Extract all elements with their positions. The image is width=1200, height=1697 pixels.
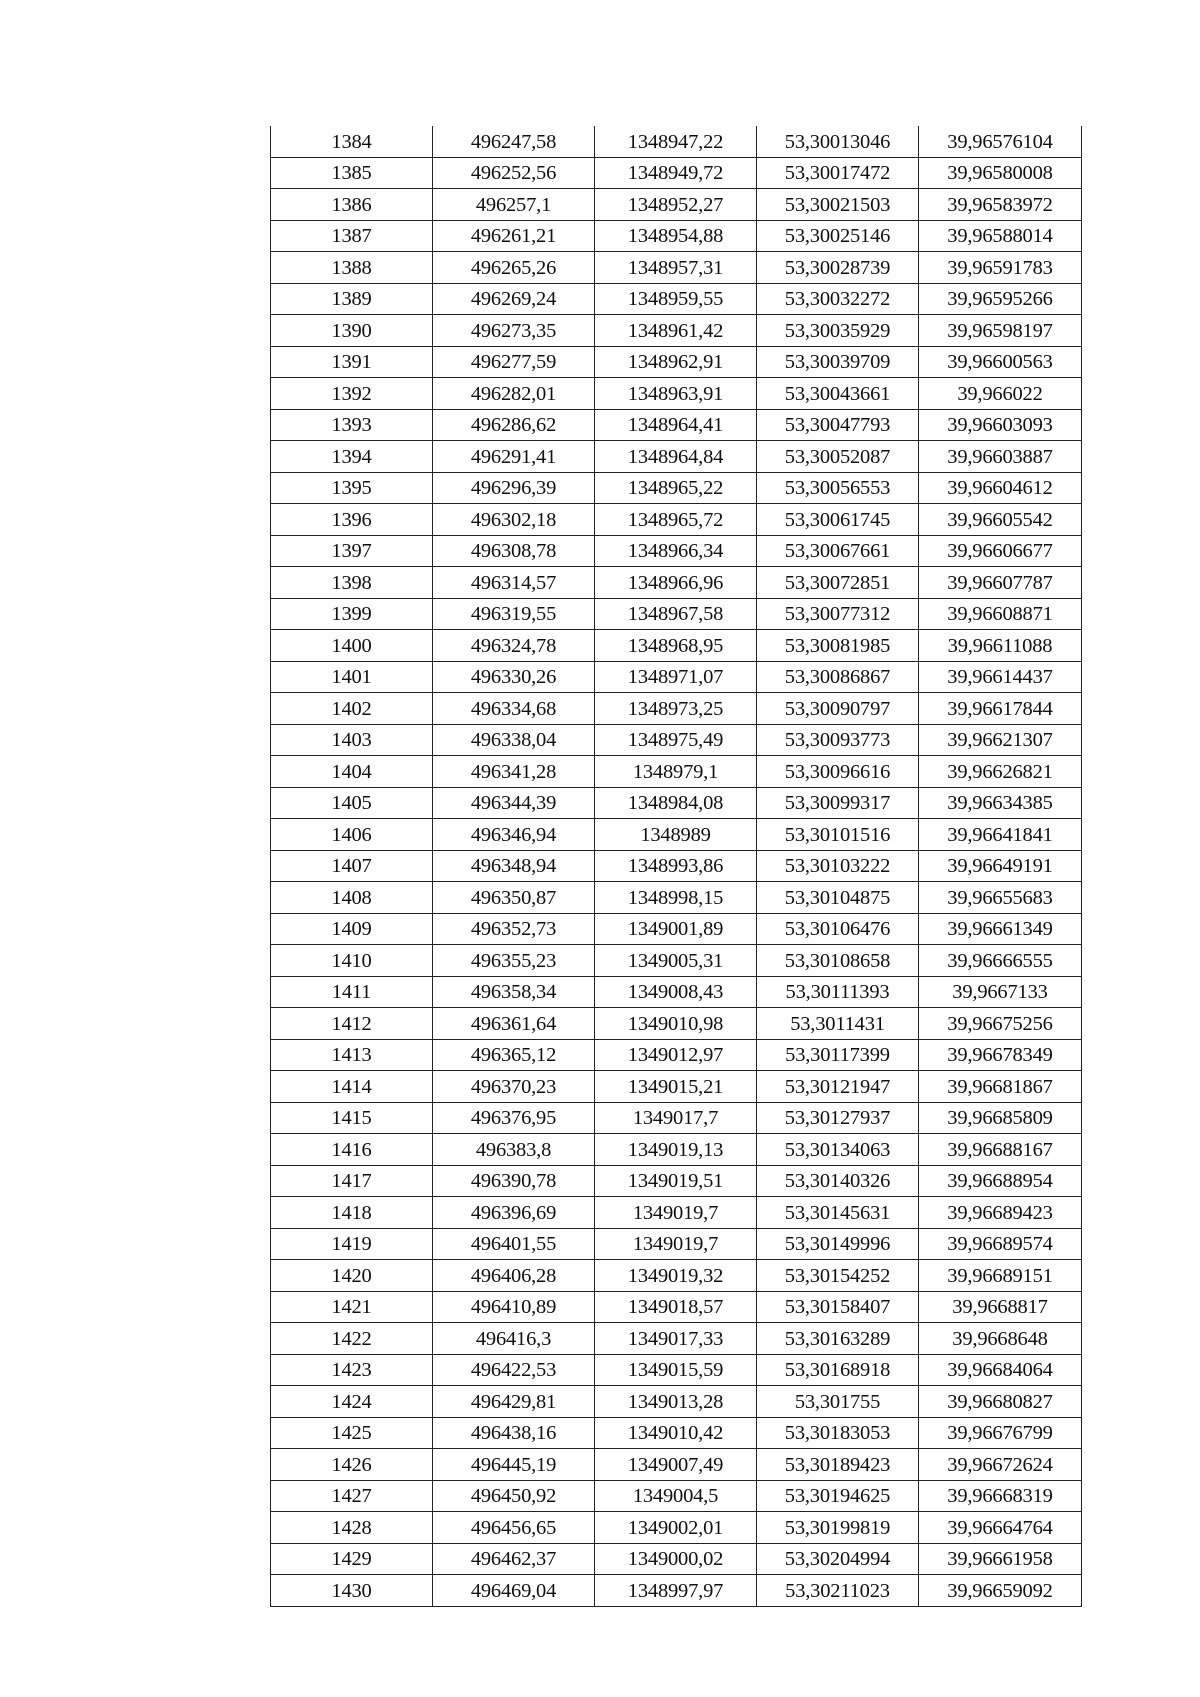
longitude-cell: 39,96675256 [919, 1008, 1082, 1040]
latitude-cell: 53,30108658 [757, 945, 919, 977]
table-row [271, 126, 1082, 157]
point-number-cell: 1386 [271, 189, 433, 221]
latitude-cell: 53,30028739 [757, 252, 919, 284]
y-coordinate-cell: 1348997,97 [595, 1575, 757, 1607]
y-coordinate-cell: 1348979,1 [595, 756, 757, 788]
longitude-cell: 39,96655683 [919, 882, 1082, 914]
point-number-cell: 1423 [271, 1354, 433, 1386]
y-coordinate-cell: 1349018,57 [595, 1291, 757, 1323]
table-row [271, 850, 1082, 882]
y-coordinate-cell: 1349019,7 [595, 1197, 757, 1229]
latitude-cell: 53,3011431 [757, 1008, 919, 1040]
latitude-cell: 53,30140326 [757, 1165, 919, 1197]
y-coordinate-cell: 1349015,21 [595, 1071, 757, 1103]
point-number-cell: 1426 [271, 1449, 433, 1481]
longitude-cell: 39,96611088 [919, 630, 1082, 662]
y-coordinate-cell: 1349008,43 [595, 976, 757, 1008]
table-row [271, 1039, 1082, 1071]
longitude-cell: 39,96595266 [919, 283, 1082, 315]
latitude-cell: 53,30056553 [757, 472, 919, 504]
latitude-cell: 53,30052087 [757, 441, 919, 473]
y-coordinate-cell: 1349017,33 [595, 1323, 757, 1355]
table-row [271, 1008, 1082, 1040]
table-row [271, 1165, 1082, 1197]
x-coordinate-cell: 496456,65 [433, 1512, 595, 1544]
y-coordinate-cell: 1348968,95 [595, 630, 757, 662]
x-coordinate-cell: 496348,94 [433, 850, 595, 882]
longitude-cell: 39,96634385 [919, 787, 1082, 819]
x-coordinate-cell: 496469,04 [433, 1575, 595, 1607]
longitude-cell: 39,96685809 [919, 1102, 1082, 1134]
table-row [271, 976, 1082, 1008]
longitude-cell: 39,96591783 [919, 252, 1082, 284]
point-number-cell: 1414 [271, 1071, 433, 1103]
table-row [271, 472, 1082, 504]
table-row [271, 1543, 1082, 1575]
latitude-cell: 53,30081985 [757, 630, 919, 662]
point-number-cell: 1390 [271, 315, 433, 347]
x-coordinate-cell: 496341,28 [433, 756, 595, 788]
longitude-cell: 39,96614437 [919, 661, 1082, 693]
longitude-cell: 39,96681867 [919, 1071, 1082, 1103]
latitude-cell: 53,30093773 [757, 724, 919, 756]
point-number-cell: 1397 [271, 535, 433, 567]
table-row [271, 378, 1082, 410]
y-coordinate-cell: 1349010,42 [595, 1417, 757, 1449]
latitude-cell: 53,30121947 [757, 1071, 919, 1103]
y-coordinate-cell: 1348949,72 [595, 157, 757, 189]
table-row [271, 567, 1082, 599]
y-coordinate-cell: 1348965,22 [595, 472, 757, 504]
y-coordinate-cell: 1348966,34 [595, 535, 757, 567]
x-coordinate-cell: 496338,04 [433, 724, 595, 756]
y-coordinate-cell: 1348993,86 [595, 850, 757, 882]
latitude-cell: 53,30096616 [757, 756, 919, 788]
longitude-cell: 39,96661958 [919, 1543, 1082, 1575]
x-coordinate-cell: 496422,53 [433, 1354, 595, 1386]
longitude-cell: 39,96600563 [919, 346, 1082, 378]
x-coordinate-cell: 496261,21 [433, 220, 595, 252]
longitude-cell: 39,96608871 [919, 598, 1082, 630]
point-number-cell: 1416 [271, 1134, 433, 1166]
latitude-cell: 53,30189423 [757, 1449, 919, 1481]
coordinates-table-body [271, 126, 1082, 1606]
x-coordinate-cell: 496370,23 [433, 1071, 595, 1103]
point-number-cell: 1396 [271, 504, 433, 536]
longitude-cell: 39,96668319 [919, 1480, 1082, 1512]
x-coordinate-cell: 496319,55 [433, 598, 595, 630]
longitude-cell: 39,96603887 [919, 441, 1082, 473]
y-coordinate-cell: 1349019,13 [595, 1134, 757, 1166]
longitude-cell: 39,96661349 [919, 913, 1082, 945]
table-row [271, 1102, 1082, 1134]
table-row [271, 1291, 1082, 1323]
table-row [271, 661, 1082, 693]
table-row [271, 598, 1082, 630]
x-coordinate-cell: 496247,58 [433, 126, 595, 157]
point-number-cell: 1411 [271, 976, 433, 1008]
x-coordinate-cell: 496308,78 [433, 535, 595, 567]
y-coordinate-cell: 1349013,28 [595, 1386, 757, 1418]
table-row [271, 1323, 1082, 1355]
latitude-cell: 53,30101516 [757, 819, 919, 851]
longitude-cell: 39,96598197 [919, 315, 1082, 347]
x-coordinate-cell: 496406,28 [433, 1260, 595, 1292]
y-coordinate-cell: 1348964,84 [595, 441, 757, 473]
table-row [271, 1480, 1082, 1512]
latitude-cell: 53,30039709 [757, 346, 919, 378]
x-coordinate-cell: 496358,34 [433, 976, 595, 1008]
table-row [271, 504, 1082, 536]
table-row [271, 157, 1082, 189]
x-coordinate-cell: 496410,89 [433, 1291, 595, 1323]
latitude-cell: 53,30154252 [757, 1260, 919, 1292]
table-row [271, 315, 1082, 347]
y-coordinate-cell: 1349000,02 [595, 1543, 757, 1575]
point-number-cell: 1418 [271, 1197, 433, 1229]
x-coordinate-cell: 496462,37 [433, 1543, 595, 1575]
latitude-cell: 53,30090797 [757, 693, 919, 725]
latitude-cell: 53,30104875 [757, 882, 919, 914]
y-coordinate-cell: 1349004,5 [595, 1480, 757, 1512]
latitude-cell: 53,30047793 [757, 409, 919, 441]
x-coordinate-cell: 496273,35 [433, 315, 595, 347]
latitude-cell: 53,30106476 [757, 913, 919, 945]
table-row [271, 1354, 1082, 1386]
table-row [271, 1197, 1082, 1229]
point-number-cell: 1389 [271, 283, 433, 315]
y-coordinate-cell: 1348964,41 [595, 409, 757, 441]
point-number-cell: 1420 [271, 1260, 433, 1292]
x-coordinate-cell: 496350,87 [433, 882, 595, 914]
latitude-cell: 53,30117399 [757, 1039, 919, 1071]
y-coordinate-cell: 1348947,22 [595, 126, 757, 157]
latitude-cell: 53,30163289 [757, 1323, 919, 1355]
y-coordinate-cell: 1348957,31 [595, 252, 757, 284]
x-coordinate-cell: 496314,57 [433, 567, 595, 599]
y-coordinate-cell: 1349001,89 [595, 913, 757, 945]
y-coordinate-cell: 1348975,49 [595, 724, 757, 756]
latitude-cell: 53,30183053 [757, 1417, 919, 1449]
point-number-cell: 1406 [271, 819, 433, 851]
longitude-cell: 39,96617844 [919, 693, 1082, 725]
longitude-cell: 39,96666555 [919, 945, 1082, 977]
longitude-cell: 39,96649191 [919, 850, 1082, 882]
table-row [271, 220, 1082, 252]
point-number-cell: 1417 [271, 1165, 433, 1197]
table-row [271, 913, 1082, 945]
latitude-cell: 53,30025146 [757, 220, 919, 252]
table-row [271, 252, 1082, 284]
table-row [271, 945, 1082, 977]
x-coordinate-cell: 496438,16 [433, 1417, 595, 1449]
point-number-cell: 1419 [271, 1228, 433, 1260]
x-coordinate-cell: 496286,62 [433, 409, 595, 441]
x-coordinate-cell: 496416,3 [433, 1323, 595, 1355]
point-number-cell: 1388 [271, 252, 433, 284]
table-row [271, 787, 1082, 819]
point-number-cell: 1391 [271, 346, 433, 378]
x-coordinate-cell: 496282,01 [433, 378, 595, 410]
point-number-cell: 1395 [271, 472, 433, 504]
y-coordinate-cell: 1348961,42 [595, 315, 757, 347]
latitude-cell: 53,30099317 [757, 787, 919, 819]
y-coordinate-cell: 1349007,49 [595, 1449, 757, 1481]
longitude-cell: 39,96605542 [919, 504, 1082, 536]
point-number-cell: 1424 [271, 1386, 433, 1418]
x-coordinate-cell: 496361,64 [433, 1008, 595, 1040]
point-number-cell: 1393 [271, 409, 433, 441]
point-number-cell: 1403 [271, 724, 433, 756]
table-row [271, 189, 1082, 221]
point-number-cell: 1387 [271, 220, 433, 252]
latitude-cell: 53,30072851 [757, 567, 919, 599]
latitude-cell: 53,30077312 [757, 598, 919, 630]
y-coordinate-cell: 1349005,31 [595, 945, 757, 977]
longitude-cell: 39,96680827 [919, 1386, 1082, 1418]
y-coordinate-cell: 1349015,59 [595, 1354, 757, 1386]
latitude-cell: 53,30013046 [757, 126, 919, 157]
x-coordinate-cell: 496365,12 [433, 1039, 595, 1071]
latitude-cell: 53,30043661 [757, 378, 919, 410]
x-coordinate-cell: 496445,19 [433, 1449, 595, 1481]
point-number-cell: 1401 [271, 661, 433, 693]
longitude-cell: 39,96604612 [919, 472, 1082, 504]
y-coordinate-cell: 1348965,72 [595, 504, 757, 536]
table-row [271, 756, 1082, 788]
point-number-cell: 1405 [271, 787, 433, 819]
latitude-cell: 53,30103222 [757, 850, 919, 882]
point-number-cell: 1415 [271, 1102, 433, 1134]
y-coordinate-cell: 1349019,32 [595, 1260, 757, 1292]
point-number-cell: 1394 [271, 441, 433, 473]
y-coordinate-cell: 1348966,96 [595, 567, 757, 599]
point-number-cell: 1421 [271, 1291, 433, 1323]
y-coordinate-cell: 1348973,25 [595, 693, 757, 725]
longitude-cell: 39,96688954 [919, 1165, 1082, 1197]
table-row [271, 1575, 1082, 1607]
table-row [271, 409, 1082, 441]
table-row [271, 346, 1082, 378]
x-coordinate-cell: 496376,95 [433, 1102, 595, 1134]
longitude-cell: 39,96678349 [919, 1039, 1082, 1071]
longitude-cell: 39,96689151 [919, 1260, 1082, 1292]
x-coordinate-cell: 496269,24 [433, 283, 595, 315]
point-number-cell: 1399 [271, 598, 433, 630]
x-coordinate-cell: 496355,23 [433, 945, 595, 977]
latitude-cell: 53,30199819 [757, 1512, 919, 1544]
y-coordinate-cell: 1349019,51 [595, 1165, 757, 1197]
longitude-cell: 39,96588014 [919, 220, 1082, 252]
latitude-cell: 53,30168918 [757, 1354, 919, 1386]
coordinates-table [270, 126, 1082, 1607]
table-row [271, 1134, 1082, 1166]
y-coordinate-cell: 1349012,97 [595, 1039, 757, 1071]
x-coordinate-cell: 496346,94 [433, 819, 595, 851]
latitude-cell: 53,30061745 [757, 504, 919, 536]
longitude-cell: 39,96684064 [919, 1354, 1082, 1386]
table-row [271, 1071, 1082, 1103]
point-number-cell: 1408 [271, 882, 433, 914]
y-coordinate-cell: 1348967,58 [595, 598, 757, 630]
latitude-cell: 53,30145631 [757, 1197, 919, 1229]
x-coordinate-cell: 496334,68 [433, 693, 595, 725]
y-coordinate-cell: 1349002,01 [595, 1512, 757, 1544]
latitude-cell: 53,30134063 [757, 1134, 919, 1166]
longitude-cell: 39,96672624 [919, 1449, 1082, 1481]
point-number-cell: 1422 [271, 1323, 433, 1355]
point-number-cell: 1392 [271, 378, 433, 410]
table-row [271, 1228, 1082, 1260]
y-coordinate-cell: 1348984,08 [595, 787, 757, 819]
longitude-cell: 39,96576104 [919, 126, 1082, 157]
x-coordinate-cell: 496265,26 [433, 252, 595, 284]
longitude-cell: 39,96580008 [919, 157, 1082, 189]
longitude-cell: 39,96603093 [919, 409, 1082, 441]
longitude-cell: 39,9668817 [919, 1291, 1082, 1323]
point-number-cell: 1427 [271, 1480, 433, 1512]
longitude-cell: 39,96664764 [919, 1512, 1082, 1544]
point-number-cell: 1398 [271, 567, 433, 599]
table-row [271, 819, 1082, 851]
table-row [271, 1512, 1082, 1544]
point-number-cell: 1385 [271, 157, 433, 189]
point-number-cell: 1428 [271, 1512, 433, 1544]
longitude-cell: 39,966022 [919, 378, 1082, 410]
point-number-cell: 1404 [271, 756, 433, 788]
longitude-cell: 39,96676799 [919, 1417, 1082, 1449]
point-number-cell: 1413 [271, 1039, 433, 1071]
latitude-cell: 53,30149996 [757, 1228, 919, 1260]
table-row [271, 882, 1082, 914]
x-coordinate-cell: 496401,55 [433, 1228, 595, 1260]
y-coordinate-cell: 1348954,88 [595, 220, 757, 252]
longitude-cell: 39,96641841 [919, 819, 1082, 851]
longitude-cell: 39,96689574 [919, 1228, 1082, 1260]
y-coordinate-cell: 1348963,91 [595, 378, 757, 410]
latitude-cell: 53,30086867 [757, 661, 919, 693]
longitude-cell: 39,96688167 [919, 1134, 1082, 1166]
y-coordinate-cell: 1348998,15 [595, 882, 757, 914]
y-coordinate-cell: 1348959,55 [595, 283, 757, 315]
longitude-cell: 39,96583972 [919, 189, 1082, 221]
table-row [271, 1260, 1082, 1292]
longitude-cell: 39,96626821 [919, 756, 1082, 788]
x-coordinate-cell: 496302,18 [433, 504, 595, 536]
longitude-cell: 39,96621307 [919, 724, 1082, 756]
x-coordinate-cell: 496396,69 [433, 1197, 595, 1229]
latitude-cell: 53,30127937 [757, 1102, 919, 1134]
longitude-cell: 39,9668648 [919, 1323, 1082, 1355]
table-row [271, 535, 1082, 567]
y-coordinate-cell: 1348962,91 [595, 346, 757, 378]
table-row [271, 1386, 1082, 1418]
longitude-cell: 39,96689423 [919, 1197, 1082, 1229]
longitude-cell: 39,96607787 [919, 567, 1082, 599]
latitude-cell: 53,30194625 [757, 1480, 919, 1512]
x-coordinate-cell: 496429,81 [433, 1386, 595, 1418]
y-coordinate-cell: 1349019,7 [595, 1228, 757, 1260]
point-number-cell: 1407 [271, 850, 433, 882]
x-coordinate-cell: 496352,73 [433, 913, 595, 945]
latitude-cell: 53,30017472 [757, 157, 919, 189]
point-number-cell: 1429 [271, 1543, 433, 1575]
latitude-cell: 53,30021503 [757, 189, 919, 221]
point-number-cell: 1409 [271, 913, 433, 945]
latitude-cell: 53,30204994 [757, 1543, 919, 1575]
x-coordinate-cell: 496277,59 [433, 346, 595, 378]
y-coordinate-cell: 1349010,98 [595, 1008, 757, 1040]
table-row [271, 1417, 1082, 1449]
latitude-cell: 53,30032272 [757, 283, 919, 315]
table-row [271, 630, 1082, 662]
x-coordinate-cell: 496252,56 [433, 157, 595, 189]
x-coordinate-cell: 496383,8 [433, 1134, 595, 1166]
y-coordinate-cell: 1348971,07 [595, 661, 757, 693]
y-coordinate-cell: 1348989 [595, 819, 757, 851]
latitude-cell: 53,30067661 [757, 535, 919, 567]
point-number-cell: 1430 [271, 1575, 433, 1607]
y-coordinate-cell: 1348952,27 [595, 189, 757, 221]
x-coordinate-cell: 496291,41 [433, 441, 595, 473]
latitude-cell: 53,30158407 [757, 1291, 919, 1323]
point-number-cell: 1425 [271, 1417, 433, 1449]
point-number-cell: 1402 [271, 693, 433, 725]
table-row [271, 441, 1082, 473]
x-coordinate-cell: 496450,92 [433, 1480, 595, 1512]
table-row [271, 693, 1082, 725]
longitude-cell: 39,9667133 [919, 976, 1082, 1008]
latitude-cell: 53,30211023 [757, 1575, 919, 1607]
table-row [271, 283, 1082, 315]
x-coordinate-cell: 496330,26 [433, 661, 595, 693]
point-number-cell: 1384 [271, 126, 433, 157]
latitude-cell: 53,30111393 [757, 976, 919, 1008]
latitude-cell: 53,30035929 [757, 315, 919, 347]
x-coordinate-cell: 496344,39 [433, 787, 595, 819]
point-number-cell: 1410 [271, 945, 433, 977]
x-coordinate-cell: 496390,78 [433, 1165, 595, 1197]
x-coordinate-cell: 496324,78 [433, 630, 595, 662]
y-coordinate-cell: 1349017,7 [595, 1102, 757, 1134]
point-number-cell: 1400 [271, 630, 433, 662]
table-row [271, 724, 1082, 756]
x-coordinate-cell: 496257,1 [433, 189, 595, 221]
longitude-cell: 39,96659092 [919, 1575, 1082, 1607]
latitude-cell: 53,301755 [757, 1386, 919, 1418]
x-coordinate-cell: 496296,39 [433, 472, 595, 504]
point-number-cell: 1412 [271, 1008, 433, 1040]
table-row [271, 1449, 1082, 1481]
longitude-cell: 39,96606677 [919, 535, 1082, 567]
